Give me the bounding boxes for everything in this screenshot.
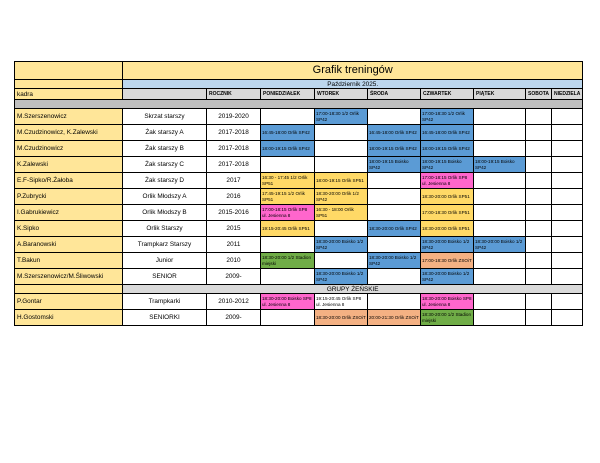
table-row <box>15 189 583 205</box>
schedule-cell-monday <box>261 269 315 285</box>
header-friday: PIĄTEK <box>474 89 526 100</box>
schedule-cell-monday <box>261 237 315 253</box>
schedule-cell-thursday: 18:30-20:00 Orlik SP51 <box>421 189 474 205</box>
group-cell: Orlik Młodszy A <box>123 189 207 205</box>
schedule-cell-friday <box>474 310 526 326</box>
schedule-cell-wednesday: 20:00-21:30 Orlik ZSOiT <box>368 310 421 326</box>
schedule-cell-friday <box>474 205 526 221</box>
schedule-cell-tuesday: 18:00-19:15 Orlik SP51 <box>315 173 368 189</box>
schedule-cell-sunday <box>552 157 583 173</box>
kadra-cell: M.Szerszenowicz/M.Śliwowski <box>15 269 123 285</box>
schedule-cell-thursday: 18:30-20:00 Boisko 1/2 SP42 <box>421 237 474 253</box>
schedule-cell-thursday: 18:00-19:15 Orlik SP42 <box>421 141 474 157</box>
header-group <box>123 89 207 100</box>
schedule-cell-sunday <box>552 221 583 237</box>
schedule-cell-friday <box>474 141 526 157</box>
schedule-cell-saturday <box>526 157 552 173</box>
group-cell: Żak starszy D <box>123 173 207 189</box>
group-cell: Orlik Młodszy B <box>123 205 207 221</box>
schedule-cell-wednesday: 18:30-20:00 Boisko 1/2 SP42 <box>368 253 421 269</box>
rocznik-cell: 2017 <box>207 173 261 189</box>
group-cell: Junior <box>123 253 207 269</box>
group-cell: Żak starszy B <box>123 141 207 157</box>
kadra-cell: I.Gabrukiewicz <box>15 205 123 221</box>
women-group-label: GRUPY ŻEŃSKIE <box>123 285 583 294</box>
table-row <box>15 221 583 237</box>
title-row <box>15 62 583 80</box>
rocznik-cell: 2017-2018 <box>207 157 261 173</box>
schedule-cell-wednesday <box>368 237 421 253</box>
schedule-cell-wednesday <box>368 205 421 221</box>
schedule-cell-tuesday: 18:30-20:00 Orlik ZSOiT <box>315 310 368 326</box>
schedule-cell-wednesday <box>368 189 421 205</box>
schedule-cell-monday: 19:15-20:45 Orlik SP51 <box>261 221 315 237</box>
schedule-cell-saturday <box>526 294 552 310</box>
rocznik-cell: 2015 <box>207 221 261 237</box>
group-cell: Trampkarz Starszy <box>123 237 207 253</box>
kadra-cell: M.Czudzinowicz, K.Zalewski <box>15 125 123 141</box>
schedule-cell-saturday <box>526 109 552 125</box>
schedule-cell-sunday <box>552 189 583 205</box>
rocznik-cell: 2011 <box>207 237 261 253</box>
schedule-cell-friday: 18:30-20:00 Boisko 1/2 SP42 <box>474 237 526 253</box>
kadra-cell: A.Baranowski <box>15 237 123 253</box>
schedule-cell-thursday: 17:00-18:30 1/2 Orlik SP42 <box>421 109 474 125</box>
table-row <box>15 205 583 221</box>
schedule-cell-friday <box>474 253 526 269</box>
header-kadra: kadra <box>15 89 123 100</box>
schedule-cell-saturday <box>526 205 552 221</box>
schedule-cell-saturday <box>526 269 552 285</box>
schedule-cell-friday: 18:00-19:15 Boisko SP42 <box>474 157 526 173</box>
schedule-cell-sunday <box>552 269 583 285</box>
women-group-left-cell <box>15 285 123 294</box>
schedule-cell-wednesday: 18:30-20:00 Orlik SP42 <box>368 221 421 237</box>
schedule-cell-monday: 18:30-20:00 1/2 Stadion miejski <box>261 253 315 269</box>
month-row <box>15 80 583 89</box>
rocznik-cell: 2010 <box>207 253 261 269</box>
schedule-cell-friday <box>474 189 526 205</box>
kadra-cell: T.Bakun <box>15 253 123 269</box>
schedule-title: Grafik treningów <box>123 62 583 80</box>
schedule-cell-wednesday: 16:45-18:00 Orlik SP42 <box>368 125 421 141</box>
schedule-cell-monday: 18:00-19:15 Orlik SP42 <box>261 141 315 157</box>
header-row <box>15 89 583 100</box>
schedule-cell-thursday: 18:30-20:00 1/2 Stadion miejski <box>421 310 474 326</box>
header-thursday: CZWARTEK <box>421 89 474 100</box>
schedule-cell-wednesday: 18:00-19:15 Orlik SP42 <box>368 141 421 157</box>
schedule-cell-sunday <box>552 173 583 189</box>
schedule-cell-friday <box>474 109 526 125</box>
schedule-cell-wednesday <box>368 269 421 285</box>
schedule-cell-tuesday: 18:30-20:00 Orlik 1/2 SP42 <box>315 189 368 205</box>
schedule-cell-monday <box>261 310 315 326</box>
table-row <box>15 109 583 125</box>
group-cell: Skrzat starszy <box>123 109 207 125</box>
spacer-row <box>15 100 583 109</box>
rocznik-cell: 2019-2020 <box>207 109 261 125</box>
kadra-cell: M.Czudzinowicz <box>15 141 123 157</box>
kadra-cell: P.Gontar <box>15 294 123 310</box>
kadra-cell: E.F-Sipko/R.Żałoba <box>15 173 123 189</box>
schedule-cell-sunday <box>552 310 583 326</box>
schedule-cell-sunday <box>552 253 583 269</box>
month-left-cell <box>15 80 123 89</box>
schedule-cell-sunday <box>552 141 583 157</box>
table-row <box>15 157 583 173</box>
schedule-cell-thursday: 18:30-20:00 Boisko SP8 ul. Jesienna 8 <box>421 294 474 310</box>
schedule-cell-sunday <box>552 237 583 253</box>
schedule-cell-wednesday <box>368 294 421 310</box>
rocznik-cell: 2010-2012 <box>207 294 261 310</box>
rocznik-cell: 2009- <box>207 269 261 285</box>
schedule-cell-wednesday <box>368 173 421 189</box>
group-cell: SENIOR <box>123 269 207 285</box>
schedule-cell-friday <box>474 294 526 310</box>
schedule-cell-saturday <box>526 189 552 205</box>
header-saturday: SOBOTA <box>526 89 552 100</box>
kadra-cell: M.Szerszenowicz <box>15 109 123 125</box>
schedule-cell-monday: 18:30-20:00 Boisko SP8 ul. Jesienna 8 <box>261 294 315 310</box>
kadra-cell: K.Zalewski <box>15 157 123 173</box>
schedule-cell-sunday <box>552 205 583 221</box>
schedule-cell-saturday <box>526 310 552 326</box>
table-row <box>15 269 583 285</box>
schedule-cell-saturday <box>526 125 552 141</box>
schedule-cell-thursday: 16:45-18:00 Orlik SP42 <box>421 125 474 141</box>
schedule-cell-tuesday <box>315 141 368 157</box>
schedule-cell-friday <box>474 221 526 237</box>
kadra-cell: P.Zubrycki <box>15 189 123 205</box>
header-sunday: NIEDZIELA <box>552 89 583 100</box>
table-row <box>15 294 583 310</box>
header-rocznik: ROCZNIK <box>207 89 261 100</box>
schedule-cell-thursday: 18:30-20:00 Orlik SP51 <box>421 221 474 237</box>
group-cell: Żak starszy A <box>123 125 207 141</box>
schedule-cell-sunday <box>552 109 583 125</box>
schedule-cell-saturday <box>526 141 552 157</box>
table-row <box>15 237 583 253</box>
schedule-cell-monday: 17:00-18:15 Orlik SP8 ul. Jesienna 8 <box>261 205 315 221</box>
kadra-cell: K.Sipko <box>15 221 123 237</box>
women-group-row <box>15 285 583 294</box>
table-row <box>15 173 583 189</box>
schedule-cell-saturday <box>526 173 552 189</box>
schedule-cell-monday <box>261 157 315 173</box>
schedule-cell-friday <box>474 173 526 189</box>
schedule-cell-tuesday <box>315 253 368 269</box>
header-tuesday: WTOREK <box>315 89 368 100</box>
group-cell: Żak starszy C <box>123 157 207 173</box>
schedule-cell-thursday: 17:00-18:30 Orlik ZSOiT <box>421 253 474 269</box>
kadra-cell: H.Gostomski <box>15 310 123 326</box>
schedule-cell-friday <box>474 269 526 285</box>
schedule-cell-tuesday <box>315 125 368 141</box>
table-row <box>15 141 583 157</box>
training-schedule-table <box>14 61 583 326</box>
schedule-cell-saturday <box>526 221 552 237</box>
schedule-cell-tuesday: 17:00-18:30 1/2 Orlik SP42 <box>315 109 368 125</box>
schedule-cell-thursday: 17:00-18:15 Orlik SP8 ul. Jesienna 8 <box>421 173 474 189</box>
month-label: Październik 2025. <box>123 80 583 89</box>
schedule-cell-wednesday: 18:00-19:15 Boisko SP42 <box>368 157 421 173</box>
header-monday: PONIEDZIAŁEK <box>261 89 315 100</box>
group-cell: Orlik Starszy <box>123 221 207 237</box>
schedule-cell-sunday <box>552 294 583 310</box>
schedule-cell-saturday <box>526 237 552 253</box>
header-wednesday: ŚRODA <box>368 89 421 100</box>
rocznik-cell: 2015-2016 <box>207 205 261 221</box>
schedule-cell-tuesday <box>315 221 368 237</box>
group-cell: Trampkarki <box>123 294 207 310</box>
schedule-cell-tuesday: 18:30-20:00 Boisko 1/2 SP42 <box>315 237 368 253</box>
table-row <box>15 253 583 269</box>
rocznik-cell: 2009- <box>207 310 261 326</box>
spacer-cell <box>15 100 583 109</box>
schedule-cell-friday <box>474 125 526 141</box>
schedule-cell-wednesday <box>368 109 421 125</box>
schedule-cell-tuesday: 16:30 - 18:00 Orlik SP51 <box>315 205 368 221</box>
schedule-cell-sunday <box>552 125 583 141</box>
schedule-cell-thursday: 18:00-19:15 Boisko SP42 <box>421 157 474 173</box>
table-row <box>15 125 583 141</box>
rocznik-cell: 2017-2018 <box>207 125 261 141</box>
schedule-cell-monday: 17:45-19:15 1/2 Orlik SP51 <box>261 189 315 205</box>
title-left-cell <box>15 62 123 80</box>
schedule-cell-monday <box>261 109 315 125</box>
schedule-cell-thursday: 17:00-18:30 Orlik SP51 <box>421 205 474 221</box>
schedule-cell-thursday: 18:30-20:00 Boisko 1/2 SP42 <box>421 269 474 285</box>
schedule-cell-monday: 16:30 - 17:45 1/2 Orlik SP51 <box>261 173 315 189</box>
schedule-cell-saturday <box>526 253 552 269</box>
rocznik-cell: 2017-2018 <box>207 141 261 157</box>
table-row <box>15 310 583 326</box>
schedule-cell-tuesday: 19:15-20:45 Orlik SP8 ul. Jesienna 8 <box>315 294 368 310</box>
schedule-cell-tuesday: 18:30-20:00 Boisko 1/2 SP42 <box>315 269 368 285</box>
rocznik-cell: 2016 <box>207 189 261 205</box>
schedule-cell-monday: 16:45-18:00 Orlik SP42 <box>261 125 315 141</box>
group-cell: SENIORKI <box>123 310 207 326</box>
schedule-cell-tuesday <box>315 157 368 173</box>
